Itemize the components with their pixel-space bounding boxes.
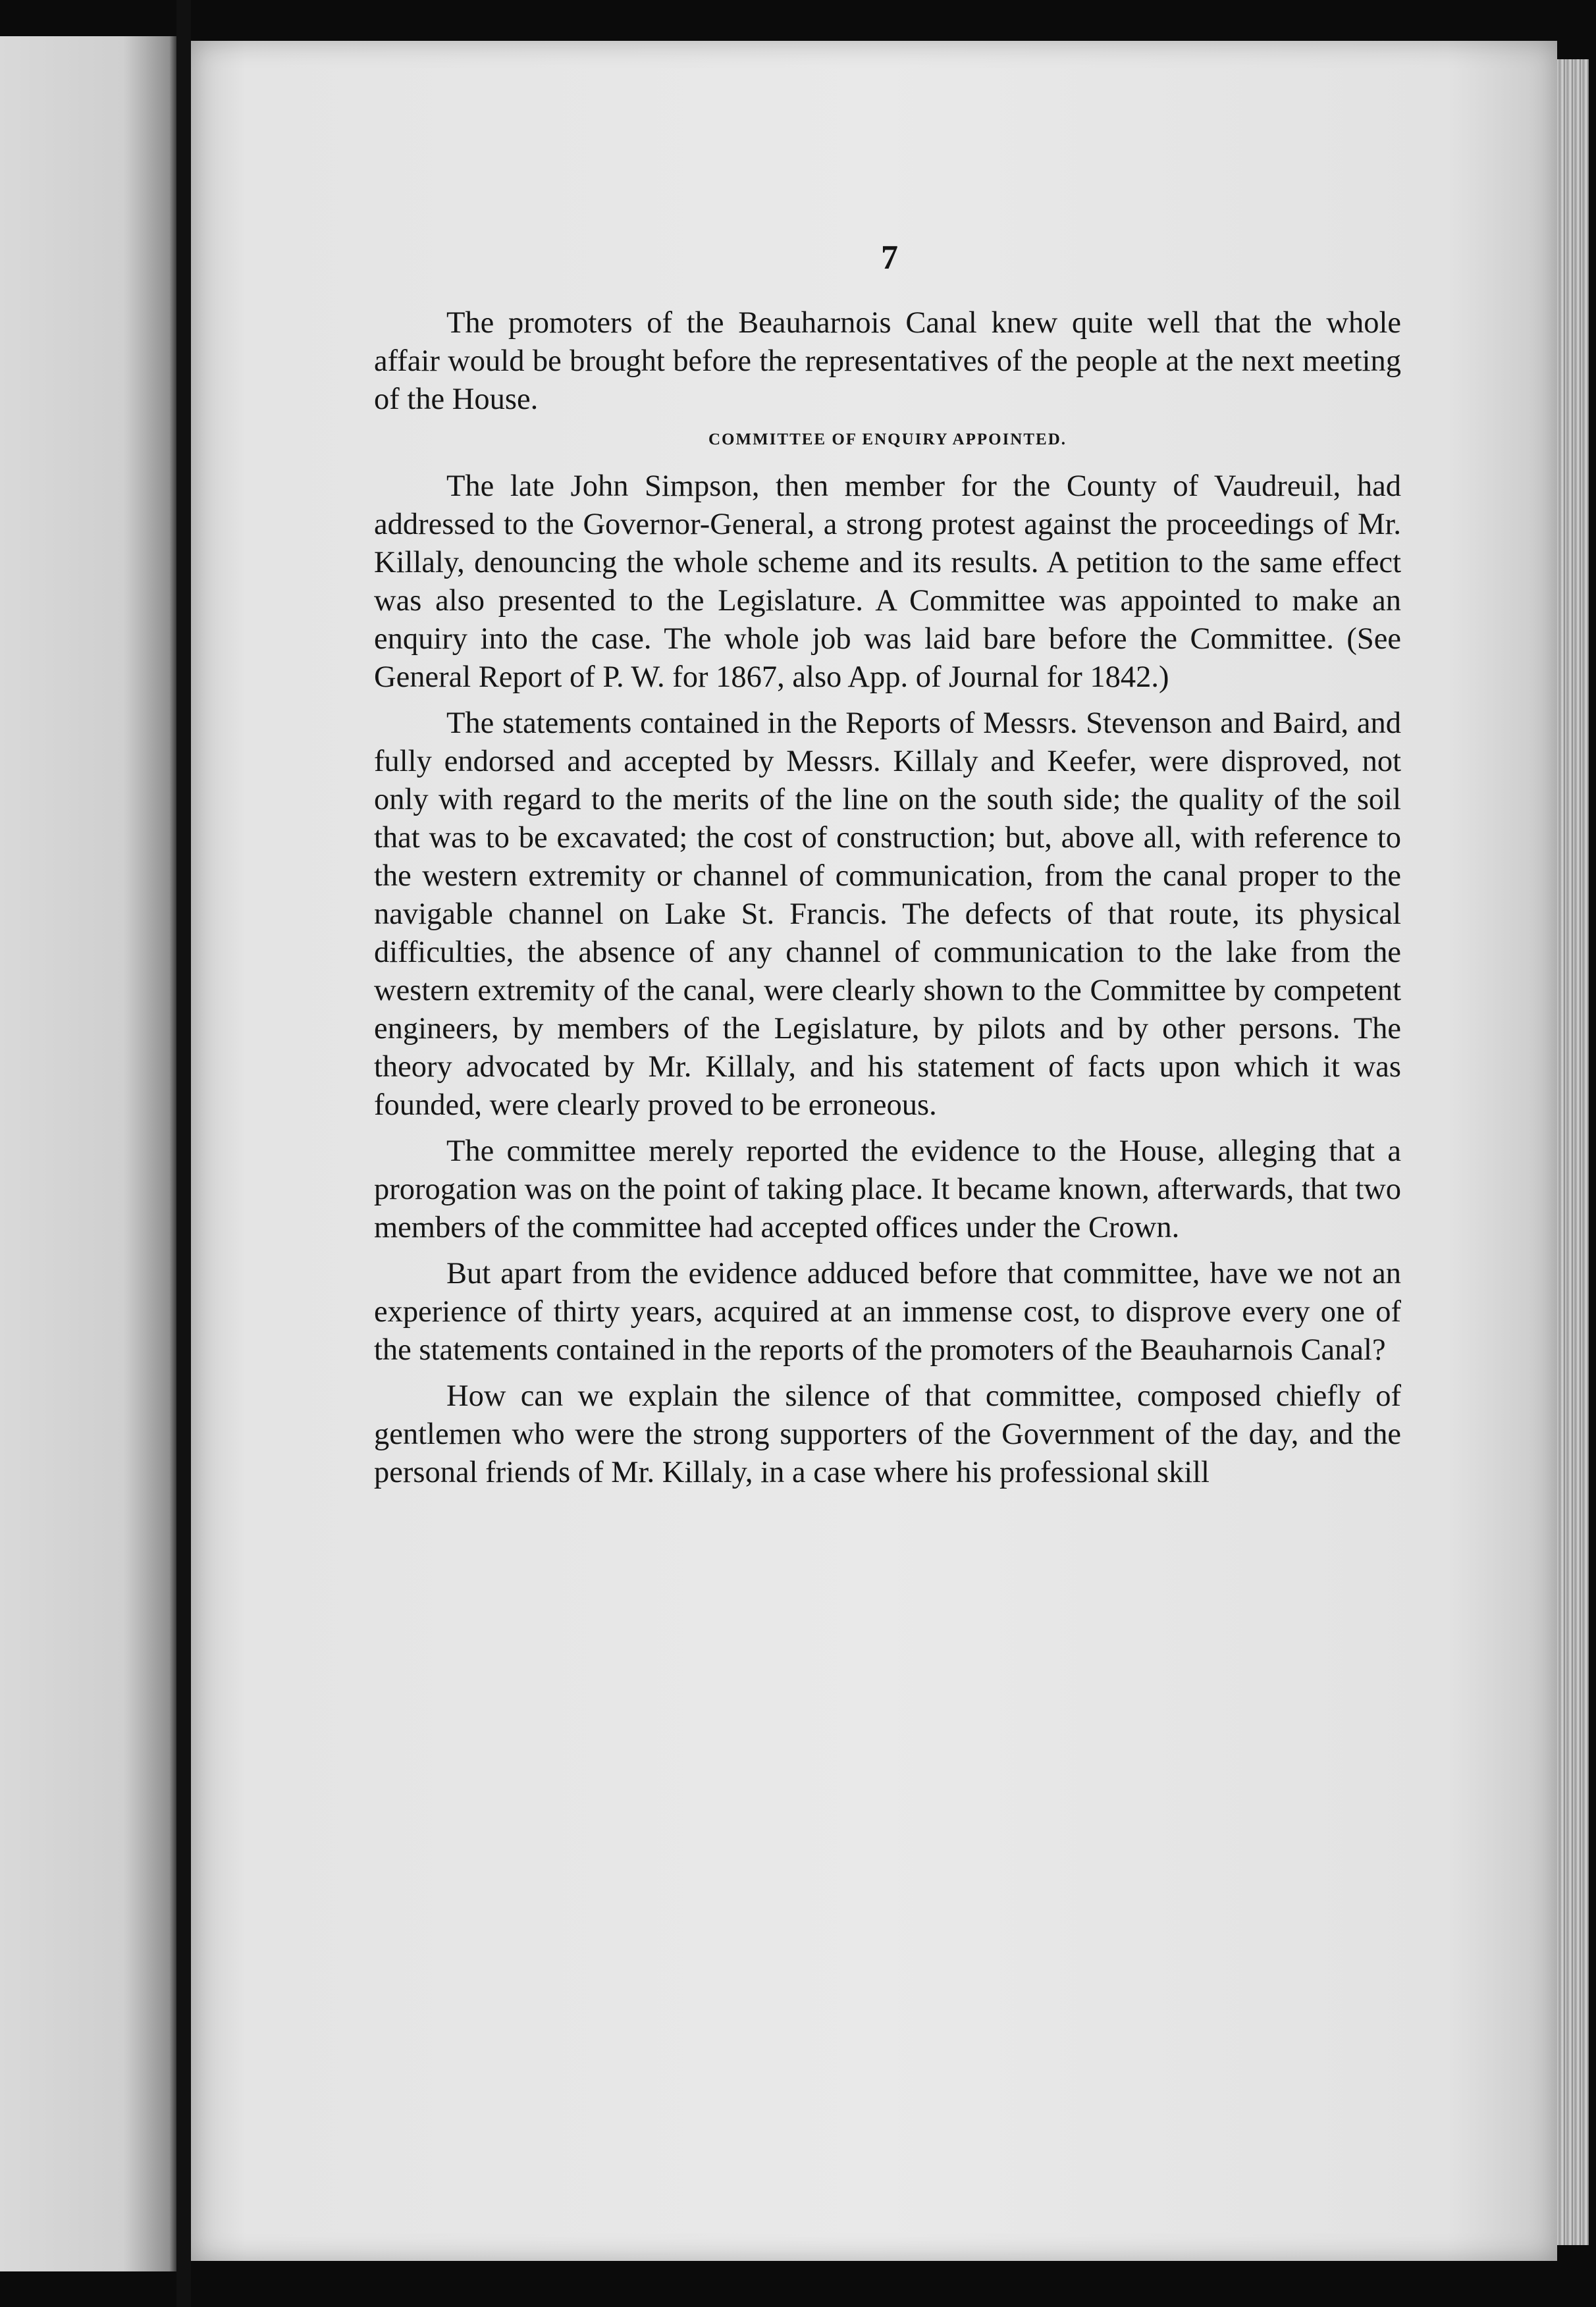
body-text — [374, 304, 1401, 1500]
paragraph-5: But apart from the evidence adduced before that committee, have we not an experience of thirty years, acquired at an immense cost, to disprove every one of the statements contained in the reports of the promoters of the Beauharnois Canal? — [374, 1257, 1401, 1367]
section-heading: COMMITTEE OF ENQUIRY APPOINTED. — [708, 431, 1067, 448]
paragraph-2: The late John Simpson, then member for the County of Vaudreuil, had addressed to the Governor-General, a strong protest against the proceedings of Mr. Killaly, denouncing the whole scheme and its results. A petition to the same effect was also presented to the Legislature. A Committee was appointed to make an enquiry into the case. The whole job was laid bare before the Committee. (See General Report of P. W. for 1867, also App. of Journal for 1842.) — [374, 469, 1401, 694]
facing-page-edge — [0, 36, 176, 2271]
paragraph-6: How can we explain the silence of that committee, composed chiefly of gentlemen who were the strong supporters of the Government of the day, and the personal friends of Mr. Killaly, in a case where his professional skill — [374, 1379, 1401, 1489]
page-number: 7 — [881, 239, 898, 277]
book-gutter — [176, 0, 191, 2307]
page-stack-edge — [1557, 59, 1589, 2245]
paragraph-1: The promoters of the Beauharnois Canal knew quite well that the whole affair would be brought before the representatives of the people at the next meeting of the House. — [374, 306, 1401, 416]
paragraph-4: The committee merely reported the evidence to the House, alleging that a prorogation was on the point of taking place. It became known, afterwards, that two members of the committee had accepted offices under the Crown. — [374, 1134, 1401, 1244]
paragraph-3: The statements contained in the Reports of Messrs. Stevenson and Baird, and fully endorsed and accepted by Messrs. Killaly and Keefer, were disproved, not only with regard to the merits of the line on the south side; the quality of the soil that was to be excavated; the cost of construction; but, above all, with reference to the western extremity or channel of communication, from the canal proper to the navigable channel on Lake St. Francis. The defects of that route, its physical difficulties, the absence of any channel of communication to the lake from the western extremity of the canal, were clearly shown to the Committee by competent engineers, by members of the Legislature, by pilots and by other persons. The theory advocated by Mr. Killaly, and his statement of facts upon which it was founded, were clearly proved to be erroneous. — [374, 706, 1401, 1122]
